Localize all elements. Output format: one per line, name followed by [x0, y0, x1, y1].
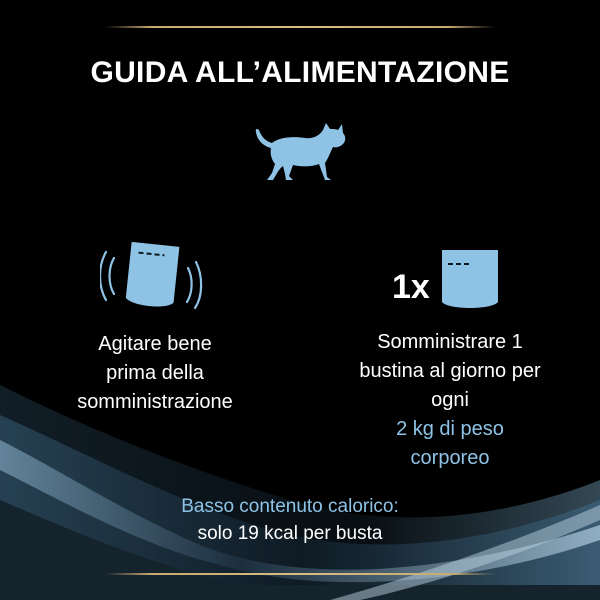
cat-icon	[253, 122, 348, 182]
calorie-note	[0, 493, 580, 547]
shake-instruction	[50, 330, 260, 417]
quantity-label: 1x	[392, 268, 430, 306]
page-title: GUIDA ALL’ALIMENTAZIONE	[90, 56, 510, 89]
top-gold-divider	[105, 26, 495, 28]
shake-line-3: somministrazione	[77, 391, 233, 413]
shake-line-1: Agitare bene	[98, 333, 212, 355]
dosage-line-3: ogni	[431, 389, 469, 411]
dosage-weight-line-2: corporeo	[410, 447, 490, 469]
pouch-icon	[440, 248, 500, 312]
calorie-note-line-1: Basso contenuto calorico:	[181, 496, 399, 517]
shaking-pouch-icon	[100, 240, 210, 315]
dosage-line-1: Somministrare 1	[377, 331, 523, 353]
shake-line-2: prima della	[106, 362, 204, 384]
dosage-instruction	[340, 328, 560, 473]
dosage-weight-line-1: 2 kg di peso	[396, 418, 504, 440]
calorie-note-line-2: solo 19 kcal per busta	[197, 523, 383, 544]
bottom-gold-divider	[105, 573, 495, 575]
dosage-line-2: bustina al giorno per	[359, 360, 541, 382]
